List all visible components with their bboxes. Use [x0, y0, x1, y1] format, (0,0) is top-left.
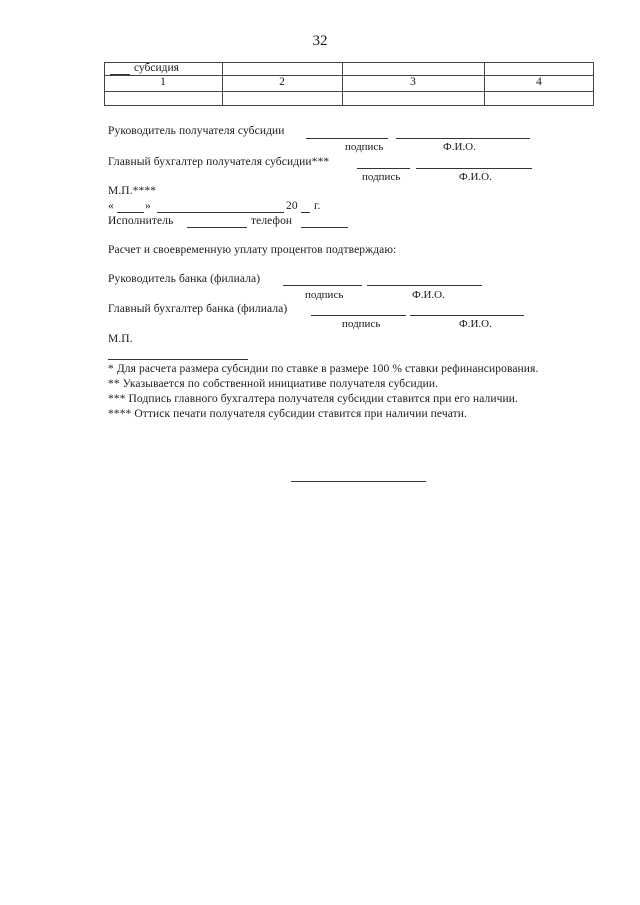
footnote-separator	[108, 359, 248, 360]
name-line	[416, 168, 532, 169]
name-caption: Ф.И.О.	[459, 318, 492, 330]
signature-line	[357, 168, 410, 169]
month-line	[157, 212, 284, 213]
underscore-blank	[110, 74, 130, 75]
table-column-number: 4	[536, 76, 542, 88]
footnote: * Для расчета размера субсидии по ставке в размере 100 % ставки рефинансирования.	[108, 363, 539, 375]
footnote: **** Оттиск печати получателя субсидии ставится при наличии печати.	[108, 408, 467, 420]
executor-label: Исполнитель	[108, 215, 174, 227]
phone-line	[301, 227, 348, 228]
recipient-chief-accountant-label: Главный бухгалтер получателя субсидии***	[108, 156, 330, 168]
date-open-quote: «	[108, 200, 114, 212]
year-prefix: 20	[286, 200, 298, 212]
recipient-head-label: Руководитель получателя субсидии	[108, 125, 285, 137]
bank-confirmation: Расчет и своевременную уплату процентов подтверждаю:	[108, 244, 397, 256]
name-line	[396, 138, 530, 139]
bank-head-label: Руководитель банка (филиала)	[108, 273, 261, 285]
signature-line	[283, 285, 362, 286]
table-column-number: 2	[279, 76, 285, 88]
name-line	[410, 315, 524, 316]
subsidy-table	[104, 62, 594, 106]
table-bottom-border	[104, 105, 594, 106]
footnote: ** Указывается по собственной инициативе получателя субсидии.	[108, 378, 439, 390]
bank-chief-accountant-label: Главный бухгалтер банка (филиала)	[108, 303, 288, 315]
table-header-cell: субсидия	[134, 62, 179, 74]
name-caption: Ф.И.О.	[459, 171, 492, 183]
table-row-divider	[104, 91, 594, 92]
signature-caption: подпись	[342, 318, 381, 330]
signature-caption: подпись	[305, 289, 344, 301]
end-separator	[291, 481, 426, 482]
table-column-number: 3	[410, 76, 416, 88]
footnote: *** Подпись главного бухгалтера получателя субсидии ставится при его наличии.	[108, 393, 518, 405]
phone-label: телефон	[251, 215, 293, 227]
executor-line	[187, 227, 247, 228]
date-close-quote: »	[145, 200, 151, 212]
table-column-number: 1	[160, 76, 166, 88]
year-line	[301, 212, 310, 213]
signature-caption: подпись	[362, 171, 401, 183]
signature-caption: подпись	[345, 141, 384, 153]
page-number: 32	[312, 33, 328, 49]
day-line	[117, 212, 144, 213]
name-caption: Ф.И.О.	[412, 289, 445, 301]
year-suffix: г.	[314, 200, 321, 212]
stamp-bank: М.П.	[108, 333, 133, 345]
signature-line	[311, 315, 406, 316]
name-caption: Ф.И.О.	[443, 141, 476, 153]
signature-line	[306, 138, 388, 139]
stamp-recipient: М.П.****	[108, 185, 157, 197]
name-line	[367, 285, 482, 286]
